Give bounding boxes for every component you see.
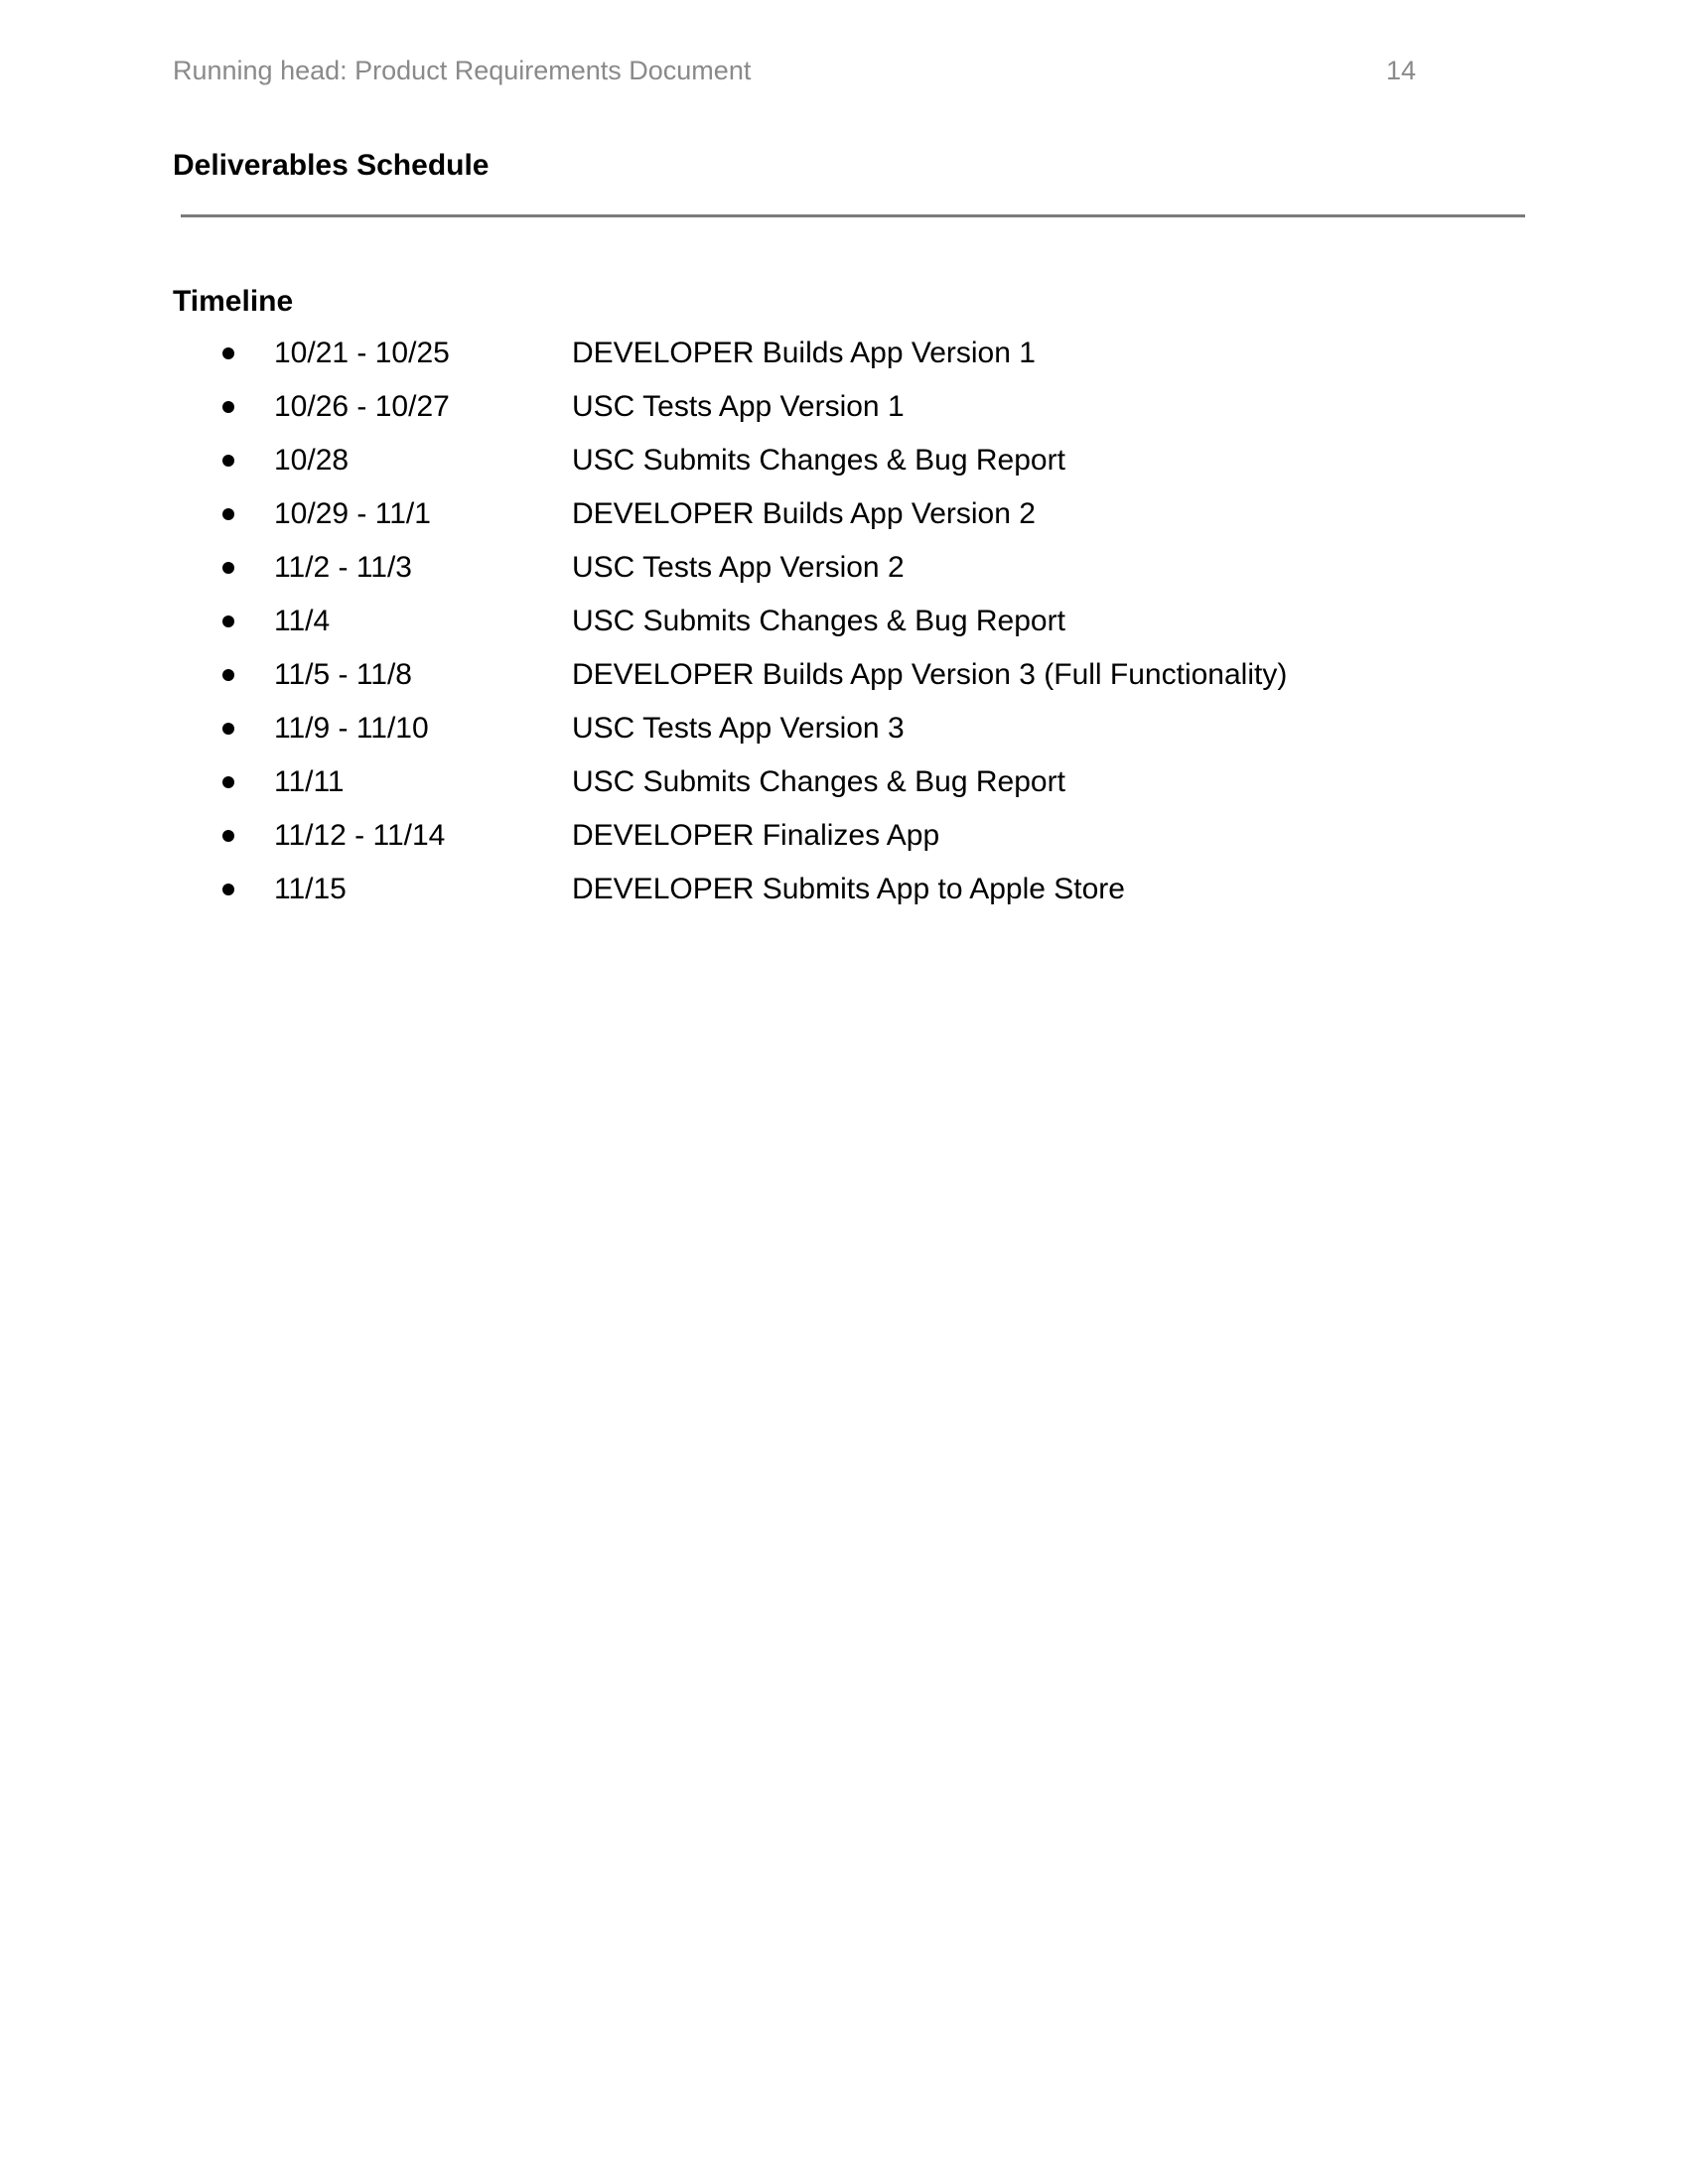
timeline-task: DEVELOPER Finalizes App	[572, 819, 940, 852]
timeline-task: USC Tests App Version 2	[572, 551, 905, 584]
bullet-icon	[222, 347, 234, 359]
timeline-item	[173, 549, 1464, 603]
timeline-date: 10/26 - 10/27	[274, 390, 450, 423]
timeline-title: Timeline	[173, 285, 294, 318]
bullet-icon	[222, 669, 234, 681]
bullet-icon	[222, 615, 234, 627]
timeline-item	[173, 656, 1464, 710]
timeline-item	[173, 442, 1464, 495]
bullet-icon	[222, 830, 234, 842]
timeline-item	[173, 871, 1464, 924]
bullet-icon	[222, 884, 234, 895]
running-head: Running head: Product Requirements Document	[173, 56, 752, 85]
timeline-date: 11/5 - 11/8	[274, 658, 412, 691]
timeline-item	[173, 710, 1464, 763]
timeline-date: 10/28	[274, 444, 350, 477]
timeline-item	[173, 817, 1464, 871]
timeline-date: 11/12 - 11/14	[274, 819, 446, 852]
section-title: Deliverables Schedule	[173, 149, 490, 182]
bullet-icon	[222, 455, 234, 467]
timeline-task: USC Tests App Version 3	[572, 712, 905, 745]
timeline-item	[173, 763, 1464, 817]
timeline-list	[173, 335, 1464, 924]
timeline-date: 11/9 - 11/10	[274, 712, 429, 745]
timeline-task: USC Tests App Version 1	[572, 390, 905, 423]
timeline-task: DEVELOPER Builds App Version 3 (Full Functionality)	[572, 658, 1288, 691]
bullet-icon	[222, 562, 234, 574]
timeline-task: DEVELOPER Builds App Version 1	[572, 337, 1036, 369]
bullet-icon	[222, 723, 234, 735]
page-number: 14	[1386, 56, 1417, 85]
timeline-date: 10/29 - 11/1	[274, 497, 431, 530]
timeline-item	[173, 495, 1464, 549]
timeline-item	[173, 335, 1464, 388]
timeline-date: 11/11	[274, 765, 345, 798]
timeline-task: DEVELOPER Submits App to Apple Store	[572, 873, 1125, 905]
bullet-icon	[222, 508, 234, 520]
timeline-date: 10/21 - 10/25	[274, 337, 450, 369]
timeline-date: 11/4	[274, 605, 331, 637]
timeline-task: USC Submits Changes & Bug Report	[572, 444, 1065, 477]
timeline-task: USC Submits Changes & Bug Report	[572, 605, 1065, 637]
timeline-date: 11/15	[274, 873, 347, 905]
bullet-icon	[222, 776, 234, 788]
timeline-task: DEVELOPER Builds App Version 2	[572, 497, 1036, 530]
horizontal-rule	[181, 214, 1525, 217]
bullet-icon	[222, 401, 234, 413]
timeline-item	[173, 603, 1464, 656]
timeline-task: USC Submits Changes & Bug Report	[572, 765, 1065, 798]
timeline-item	[173, 388, 1464, 442]
timeline-date: 11/2 - 11/3	[274, 551, 412, 584]
